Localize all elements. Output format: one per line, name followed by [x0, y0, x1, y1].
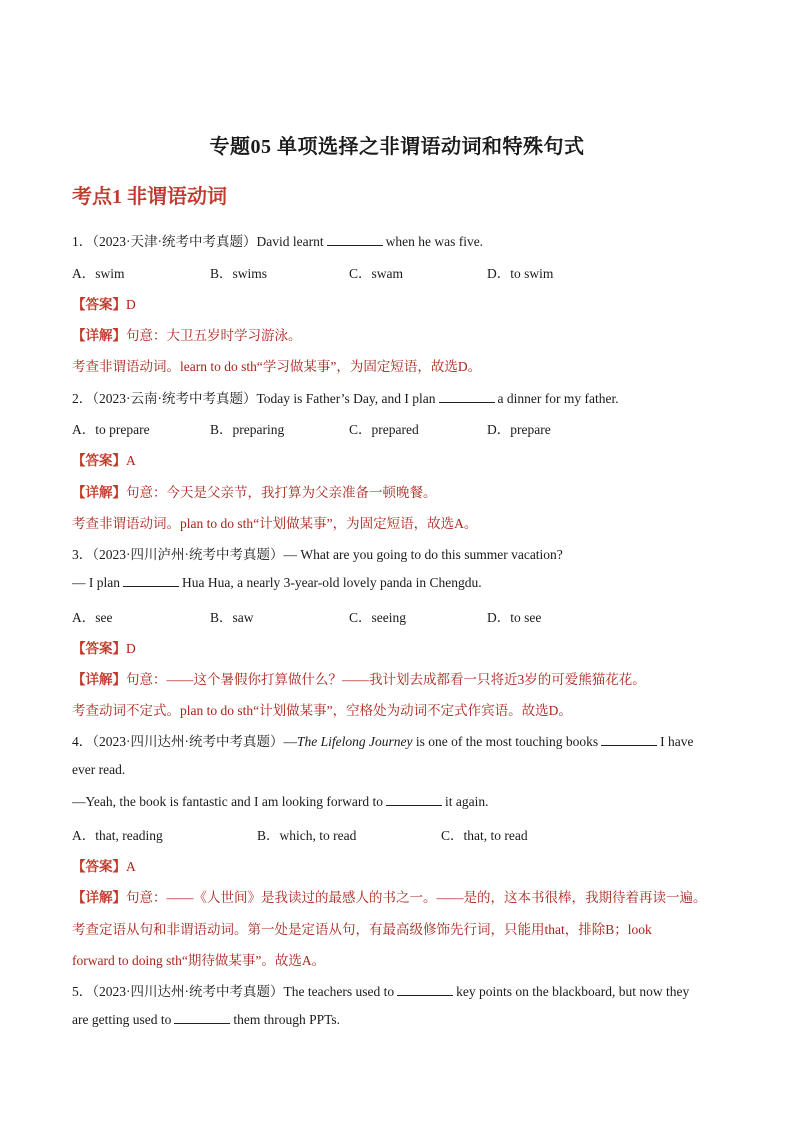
detail-text: 句意：大卫五岁时学习游泳。	[126, 328, 302, 343]
q4-detail-1	[72, 886, 707, 906]
q1-stem-part1: 1．（2023·天津·统考中考真题）David learnt	[72, 234, 324, 249]
section-heading: 考点1 非谓语动词	[72, 186, 227, 208]
question-3-reply	[72, 574, 482, 591]
q2-option-b: B．preparing	[210, 422, 285, 437]
q5-stem-part2: key points on the blackboard, but now they	[456, 984, 690, 999]
q4-detail-2: 考查定语从句和非谓语动词。第一处是定语从句，有最高级修饰先行词，只能用that，排除B；look	[72, 922, 652, 937]
q1-option-a: A．swim	[72, 266, 125, 281]
q3-stem-part2: Hua Hua, a nearly 3-year-old lovely panda in Chengdu.	[182, 575, 482, 590]
q2-detail-2: 考查非谓语动词。plan to do sth“计划做某事”，为固定短语，故选A。	[72, 516, 478, 531]
q3-answer	[72, 637, 136, 657]
q1-option-d: D．to swim	[487, 266, 554, 281]
q2-detail-1	[72, 481, 437, 501]
q2-option-d: D．prepare	[487, 422, 551, 437]
detail-text: 句意：——《人世间》是我读过的最感人的书之一。——是的，这本书很棒，我期待着再读一遍。	[126, 890, 707, 905]
detail-text: 句意：——这个暑假你打算做什么？——我计划去成都看一只将近3岁的可爱熊猫花花。	[126, 672, 646, 687]
q2-answer	[72, 449, 136, 469]
answer-tag: 【答案】	[72, 859, 126, 874]
answer-blank	[123, 574, 179, 587]
q4-reply	[72, 793, 488, 810]
q4-option-a: A．that, reading	[72, 828, 163, 843]
question-1-stem	[72, 230, 483, 250]
q4-answer	[72, 855, 136, 875]
answer-tag: 【答案】	[72, 297, 126, 312]
q4-stem-part3: I have	[660, 734, 694, 749]
q1-detail-1	[72, 324, 302, 344]
q3-stem-part1: — I plan	[72, 575, 120, 590]
q5-stem-part3: are getting used to	[72, 1012, 172, 1027]
q5-stem-part4: them through PPTs.	[233, 1012, 341, 1027]
q2-stem-part1: 2．（2023·云南·统考中考真题）Today is Father’s Day, and I plan	[72, 391, 436, 406]
question-5-stem	[72, 980, 689, 1000]
q4-reply-part1: —Yeah, the book is fantastic and I am looking forward to	[72, 794, 383, 809]
q4-stem-line2: ever read.	[72, 762, 126, 777]
q1-stem-part2: when he was five.	[385, 234, 484, 249]
question-2-stem	[72, 387, 619, 407]
question-5-stem-line2	[72, 1011, 340, 1028]
q4-book-title: The Lifelong Journey	[297, 734, 413, 749]
q1-option-c: C．swam	[349, 266, 403, 281]
answer-value: D	[126, 641, 136, 656]
q3-option-c: C．seeing	[349, 610, 406, 625]
q5-stem-part1: 5．（2023·四川达州·统考中考真题）The teachers used to	[72, 984, 395, 999]
answer-blank	[174, 1011, 230, 1024]
answer-blank	[327, 233, 383, 246]
answer-blank	[397, 983, 453, 996]
question-4-stem	[72, 730, 693, 750]
q4-stem-part2: is one of the most touching books	[412, 734, 599, 749]
answer-value: D	[126, 297, 136, 312]
answer-value: A	[126, 453, 136, 468]
page-title: 专题05 单项选择之非谓语动词和特殊句式	[209, 136, 585, 158]
q3-detail-2: 考查动词不定式。plan to do sth“计划做某事”，空格处为动词不定式作宾语。故选D。	[72, 703, 572, 718]
detail-text: 句意：今天是父亲节，我打算为父亲准备一顿晚餐。	[126, 485, 437, 500]
detail-tag: 【详解】	[72, 672, 126, 687]
q3-option-d: D．to see	[487, 610, 542, 625]
detail-tag: 【详解】	[72, 890, 126, 905]
answer-blank	[439, 390, 495, 403]
answer-tag: 【答案】	[72, 641, 126, 656]
answer-value: A	[126, 859, 136, 874]
question-3-stem: 3．（2023·四川泸州·统考中考真题）— What are you going to do this summer vacation?	[72, 547, 563, 562]
answer-blank	[601, 733, 657, 746]
q2-option-a: A．to prepare	[72, 422, 150, 437]
q4-reply-part2: it again.	[444, 794, 489, 809]
q1-option-b: B．swims	[210, 266, 268, 281]
q4-option-c: C．that, to read	[441, 828, 528, 843]
q3-option-b: B．saw	[210, 610, 254, 625]
q2-option-c: C．prepared	[349, 422, 419, 437]
detail-tag: 【详解】	[72, 328, 126, 343]
q3-detail-1	[72, 668, 646, 688]
answer-blank	[386, 793, 442, 806]
q4-stem-part1: 4．（2023·四川达州·统考中考真题）—	[72, 734, 297, 749]
q2-stem-part2: a dinner for my father.	[497, 391, 619, 406]
answer-tag: 【答案】	[72, 453, 126, 468]
q1-detail-2: 考查非谓语动词。learn to do sth“学习做某事”，为固定短语，故选D。	[72, 359, 482, 374]
q3-option-a: A．see	[72, 610, 113, 625]
q1-answer	[72, 293, 136, 313]
q4-detail-3: forward to doing sth“期待做某事”。故选A。	[72, 953, 326, 968]
q4-option-b: B．which, to read	[257, 828, 357, 843]
detail-tag: 【详解】	[72, 485, 126, 500]
